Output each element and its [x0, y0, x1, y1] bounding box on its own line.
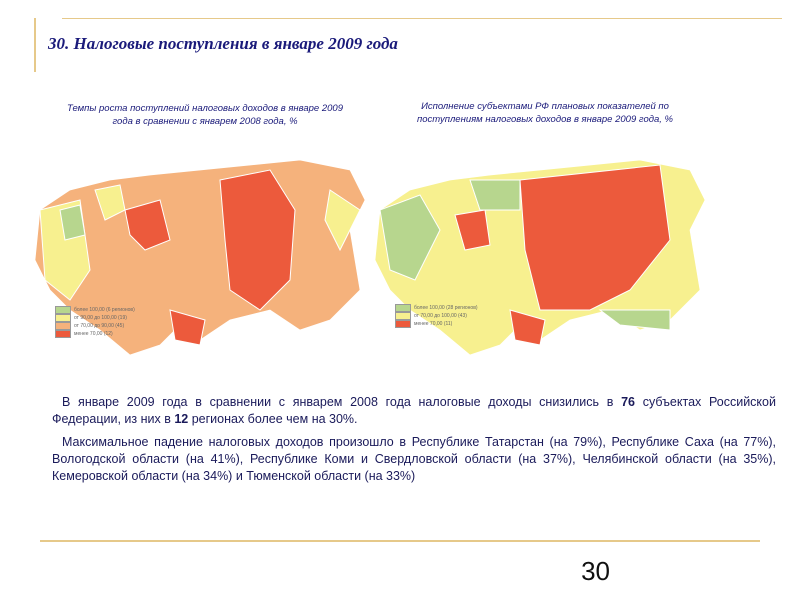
- legend-label: от 90,00 до 100,00 (19): [74, 315, 127, 321]
- count-12: 12: [174, 412, 189, 426]
- legend-label: от 70,00 до 100,00 (43): [414, 313, 467, 319]
- body-text: [52, 394, 776, 491]
- text-run: регионах более чем на 30%.: [188, 412, 358, 426]
- caption-line: поступлениям налоговых доходов в январе 2009 года, %: [417, 114, 673, 125]
- text-run: В январе 2009 года в сравнении с январем 2008 года налоговые доходы снизились в: [62, 395, 622, 409]
- text-run: субъектах Российской Федерации, из них в: [52, 395, 776, 426]
- legend-item: [55, 322, 135, 330]
- left-map-legend: [55, 306, 135, 338]
- legend-item: [395, 312, 478, 320]
- legend-swatch: [55, 330, 71, 338]
- legend-item: [395, 304, 478, 312]
- left-map-caption: [30, 102, 380, 128]
- legend-label: менее 70,00 (12): [74, 331, 113, 337]
- caption-line: года в сравнении с январем 2008 года, %: [112, 116, 298, 127]
- legend-item: [55, 314, 135, 322]
- bottom-divider: [40, 540, 760, 542]
- legend-swatch: [55, 306, 71, 314]
- legend-label: более 100,00 (28 регионов): [414, 305, 478, 311]
- caption-line: Исполнение субъектами РФ плановых показателей по: [421, 101, 669, 112]
- accent-line: [34, 18, 36, 72]
- legend-item: [395, 320, 478, 328]
- paragraph-2: Максимальное падение налоговых доходов произошло в Республике Татарстан (на 79%), Республике Саха (на 77%), Вологодской области (на 41%), Республике Коми и Свердловской области (на 37%), Челябинской области (на 35%), Кемеровской области (на 34%) и Тюменской области (на 33%): [52, 435, 776, 483]
- page-number: 30: [581, 556, 610, 586]
- right-map-legend: [395, 304, 478, 328]
- top-divider: [62, 18, 782, 19]
- paragraph-1: [52, 394, 776, 428]
- legend-label: от 70,00 до 90,00 (45): [74, 323, 125, 329]
- legend-swatch: [395, 304, 411, 312]
- count-76: 76: [621, 395, 636, 409]
- legend-item: [55, 330, 135, 338]
- caption-line: Темпы роста поступлений налоговых доходов в январе 2009: [66, 103, 343, 114]
- legend-item: [55, 306, 135, 314]
- legend-swatch: [395, 320, 411, 328]
- legend-swatch: [55, 314, 71, 322]
- right-map: [370, 150, 715, 360]
- legend-swatch: [55, 322, 71, 330]
- legend-label: более 100,00 (6 регионов): [74, 307, 135, 313]
- slide-title: 30. Налоговые поступления в январе 2009 года: [48, 34, 398, 53]
- right-map-caption: [380, 100, 710, 126]
- legend-label: менее 70,00 (11): [414, 321, 453, 327]
- legend-swatch: [395, 312, 411, 320]
